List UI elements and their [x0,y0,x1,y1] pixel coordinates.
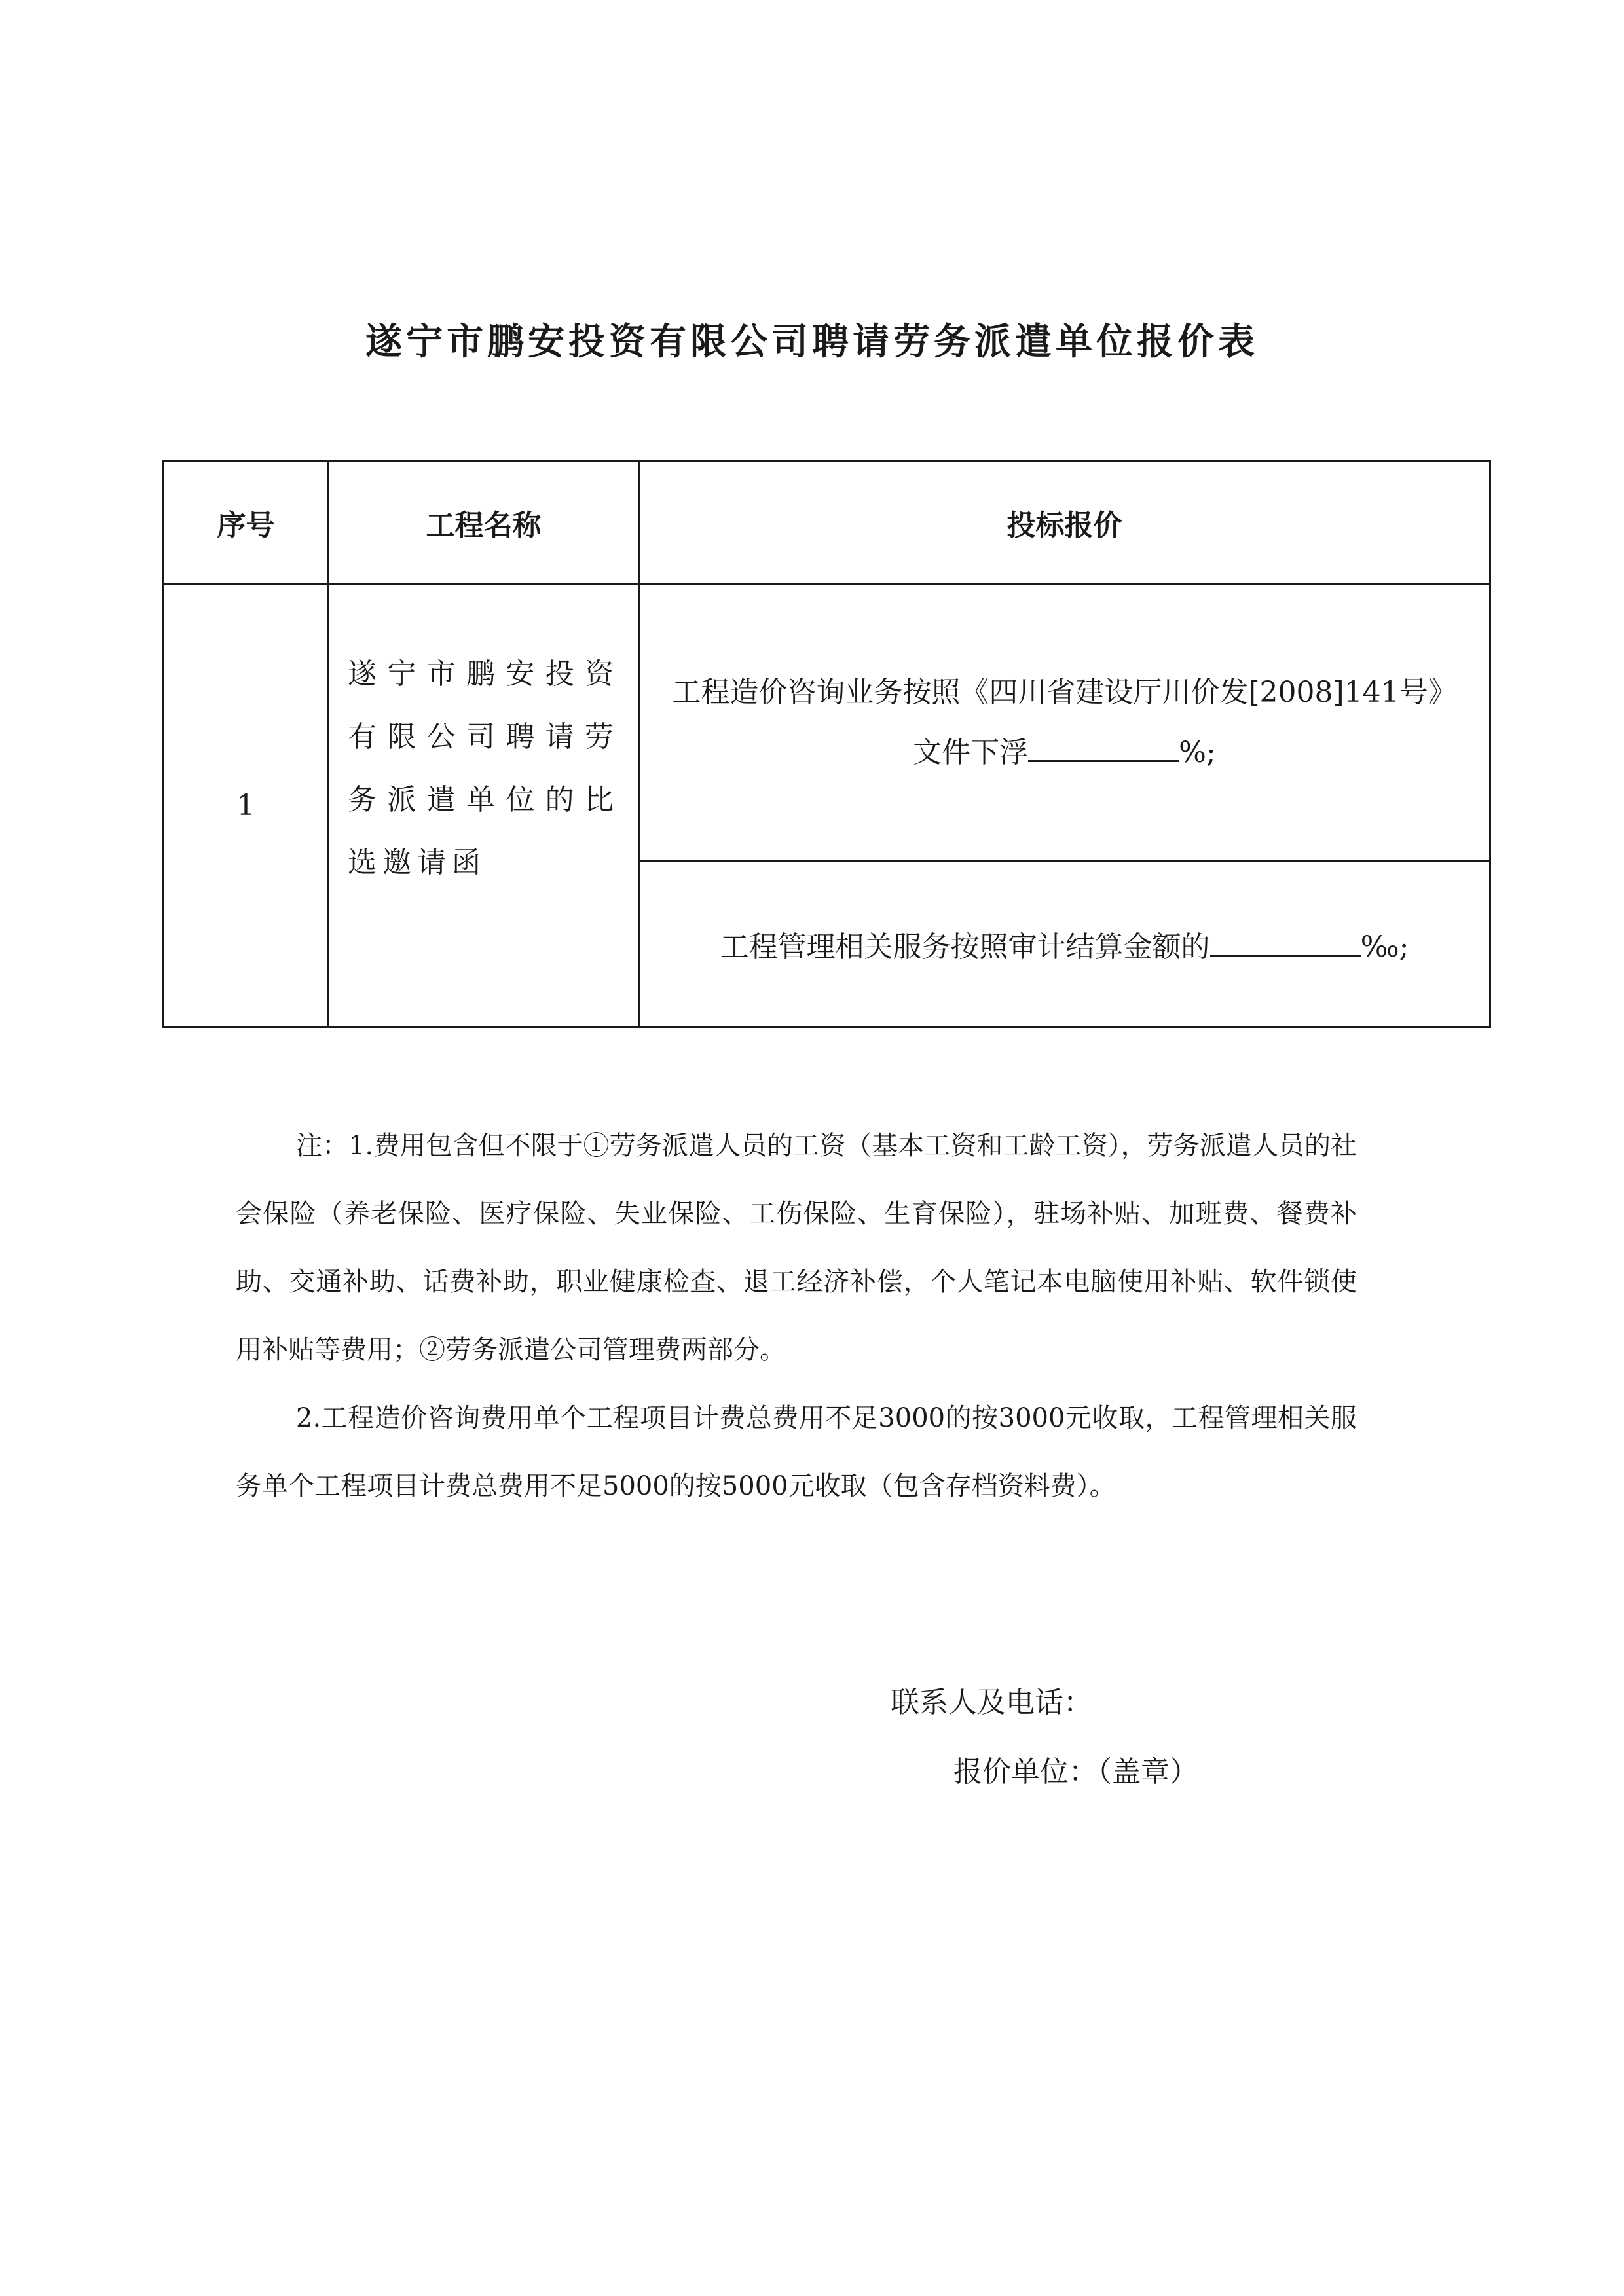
note-1: 注：1.费用包含但不限于①劳务派遣人员的工资（基本工资和工龄工资），劳务派遣人员的社会保险（养老保险、医疗保险、失业保险、工伤保险、生育保险），驻场补贴、加班费、餐费补助、交通补助、话费补助，职业健康检查、退工经济补偿，个人笔记本电脑使用补贴、软件锁使用补贴等费用；②劳务派遣公司管理费两部分。 [236,1131,1357,1365]
note-2: 2.工程造价咨询费用单个工程项目计费总费用不足3000的按3000元收取，工程管理相关服务单个工程项目计费总费用不足5000的按5000元收取（包含存档资料费）。 [236,1403,1357,1501]
seq-cell: 1 [164,585,329,1027]
table-row [164,585,1490,862]
page-title: 遂宁市鹏安投资有限公司聘请劳务派遣单位报价表 [365,321,1259,363]
bid-item-management [639,862,1490,1027]
management-rate-blank[interactable] [1210,931,1361,957]
project-name-cell: 遂宁市鹏安投资有限公司聘请劳务派遣单位的比选邀请函 [329,585,639,1027]
bid-item-consulting [639,585,1490,862]
quote-table [162,460,1491,1028]
contact-section [891,1668,1198,1807]
contact-label: 联系人及电话： [891,1686,1092,1719]
header-project-name: 工程名称 [329,461,639,585]
quote-unit-label: 报价单位：（盖章） [953,1755,1198,1789]
table-header-row [164,461,1490,585]
consulting-rate-blank[interactable] [1028,737,1179,762]
bid-item-consulting-text: 工程造价咨询业务按照《四川省建设厅川价发[2008]141号》文件下浮 [672,676,1457,769]
header-seq: 序号 [164,461,329,585]
bid-item-consulting-unit: %; [1179,736,1216,769]
bid-item-management-text: 工程管理相关服务按照审计结算金额的 [720,930,1210,964]
notes-section [236,1112,1357,1520]
header-bid-price: 投标报价 [639,461,1490,585]
bid-item-management-unit: ‰; [1360,930,1409,964]
